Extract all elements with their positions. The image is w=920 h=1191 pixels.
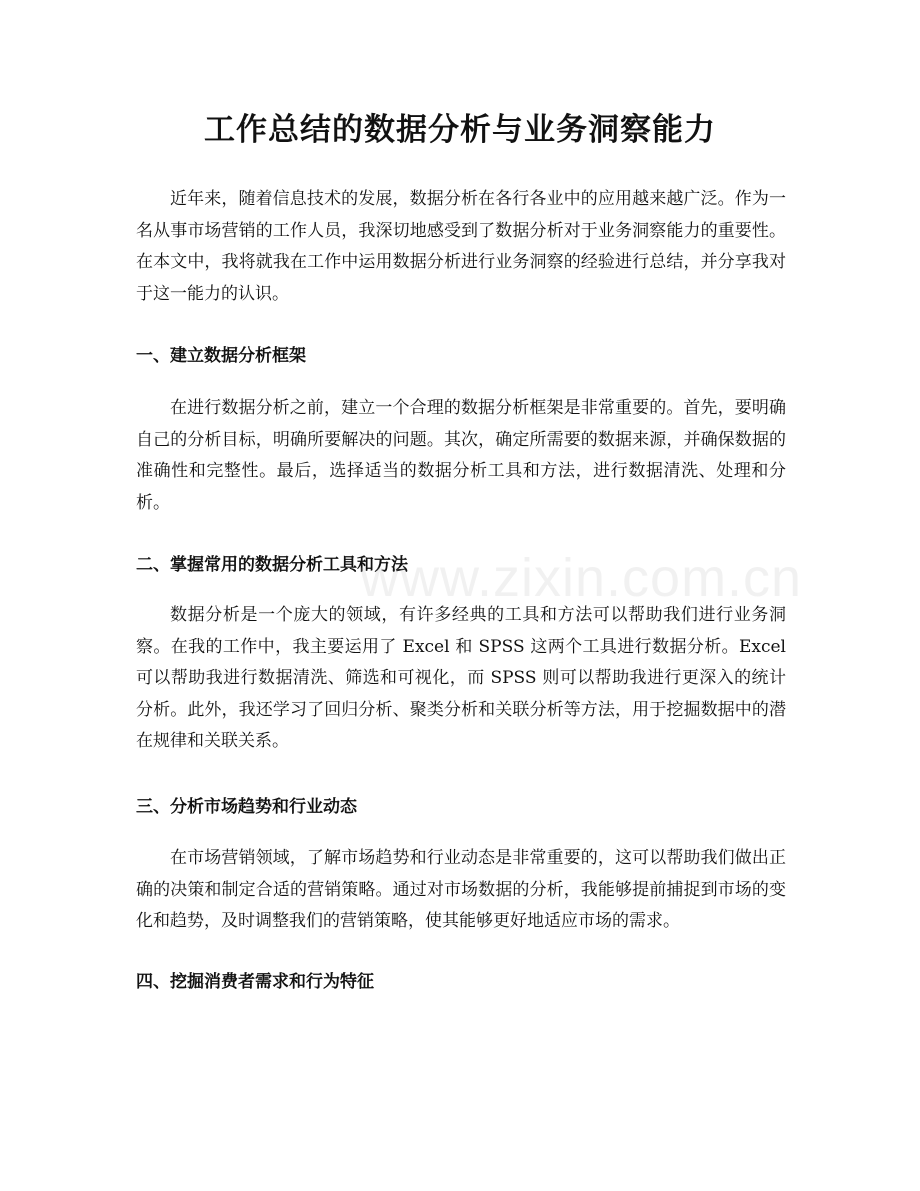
intro-paragraph: 近年来，随着信息技术的发展，数据分析在各行各业中的应用越来越广泛。作为一名从事市场营销的工作人员，我深切地感受到了数据分析对于业务洞察能力的重要性。在本文中，我将就我在工作中运用数据分析进行业务洞察的经验进行总结，并分享我对于这一能力的认识。 xyxy=(136,189,786,304)
watermark-text: www.zixin.com.cn xyxy=(360,548,803,608)
document-title: 工作总结的数据分析与业务洞察能力 xyxy=(204,112,716,148)
section-heading-2: 二、掌握常用的数据分析工具和方法 xyxy=(136,555,408,575)
section-heading-1: 一、建立数据分析框架 xyxy=(136,346,306,366)
section-body-3: 在市场营销领域，了解市场趋势和行业动态是非常重要的，这可以帮助我们做出正确的决策和制定合适的营销策略。通过对市场数据的分析，我能够提前捕捉到市场的变化和趋势，及时调整我们的营销策略，使其能够更好地适应市场的需求。 xyxy=(136,848,786,931)
section-body-2: 数据分析是一个庞大的领域，有许多经典的工具和方法可以帮助我们进行业务洞察。在我的工作中，我主要运用了 Excel 和 SPSS 这两个工具进行数据分析。Excel 可以帮助我进行数据清洗、筛选和可视化，而 SPSS 则可以帮助我进行更深入的统计分析。此外，我还学习了回归分析、聚类分析和关联分析等方法，用于挖掘数据中的潜在规律和关联关系。 xyxy=(136,605,786,751)
section-body-1: 在进行数据分析之前，建立一个合理的数据分析框架是非常重要的。首先，要明确自己的分析目标，明确所要解决的问题。其次，确定所需要的数据来源，并确保数据的准确性和完整性。最后，选择适当的数据分析工具和方法，进行数据清洗、处理和分析。 xyxy=(136,398,786,513)
section-heading-4: 四、挖掘消费者需求和行为特征 xyxy=(136,972,374,992)
section-heading-3: 三、分析市场趋势和行业动态 xyxy=(136,797,357,817)
